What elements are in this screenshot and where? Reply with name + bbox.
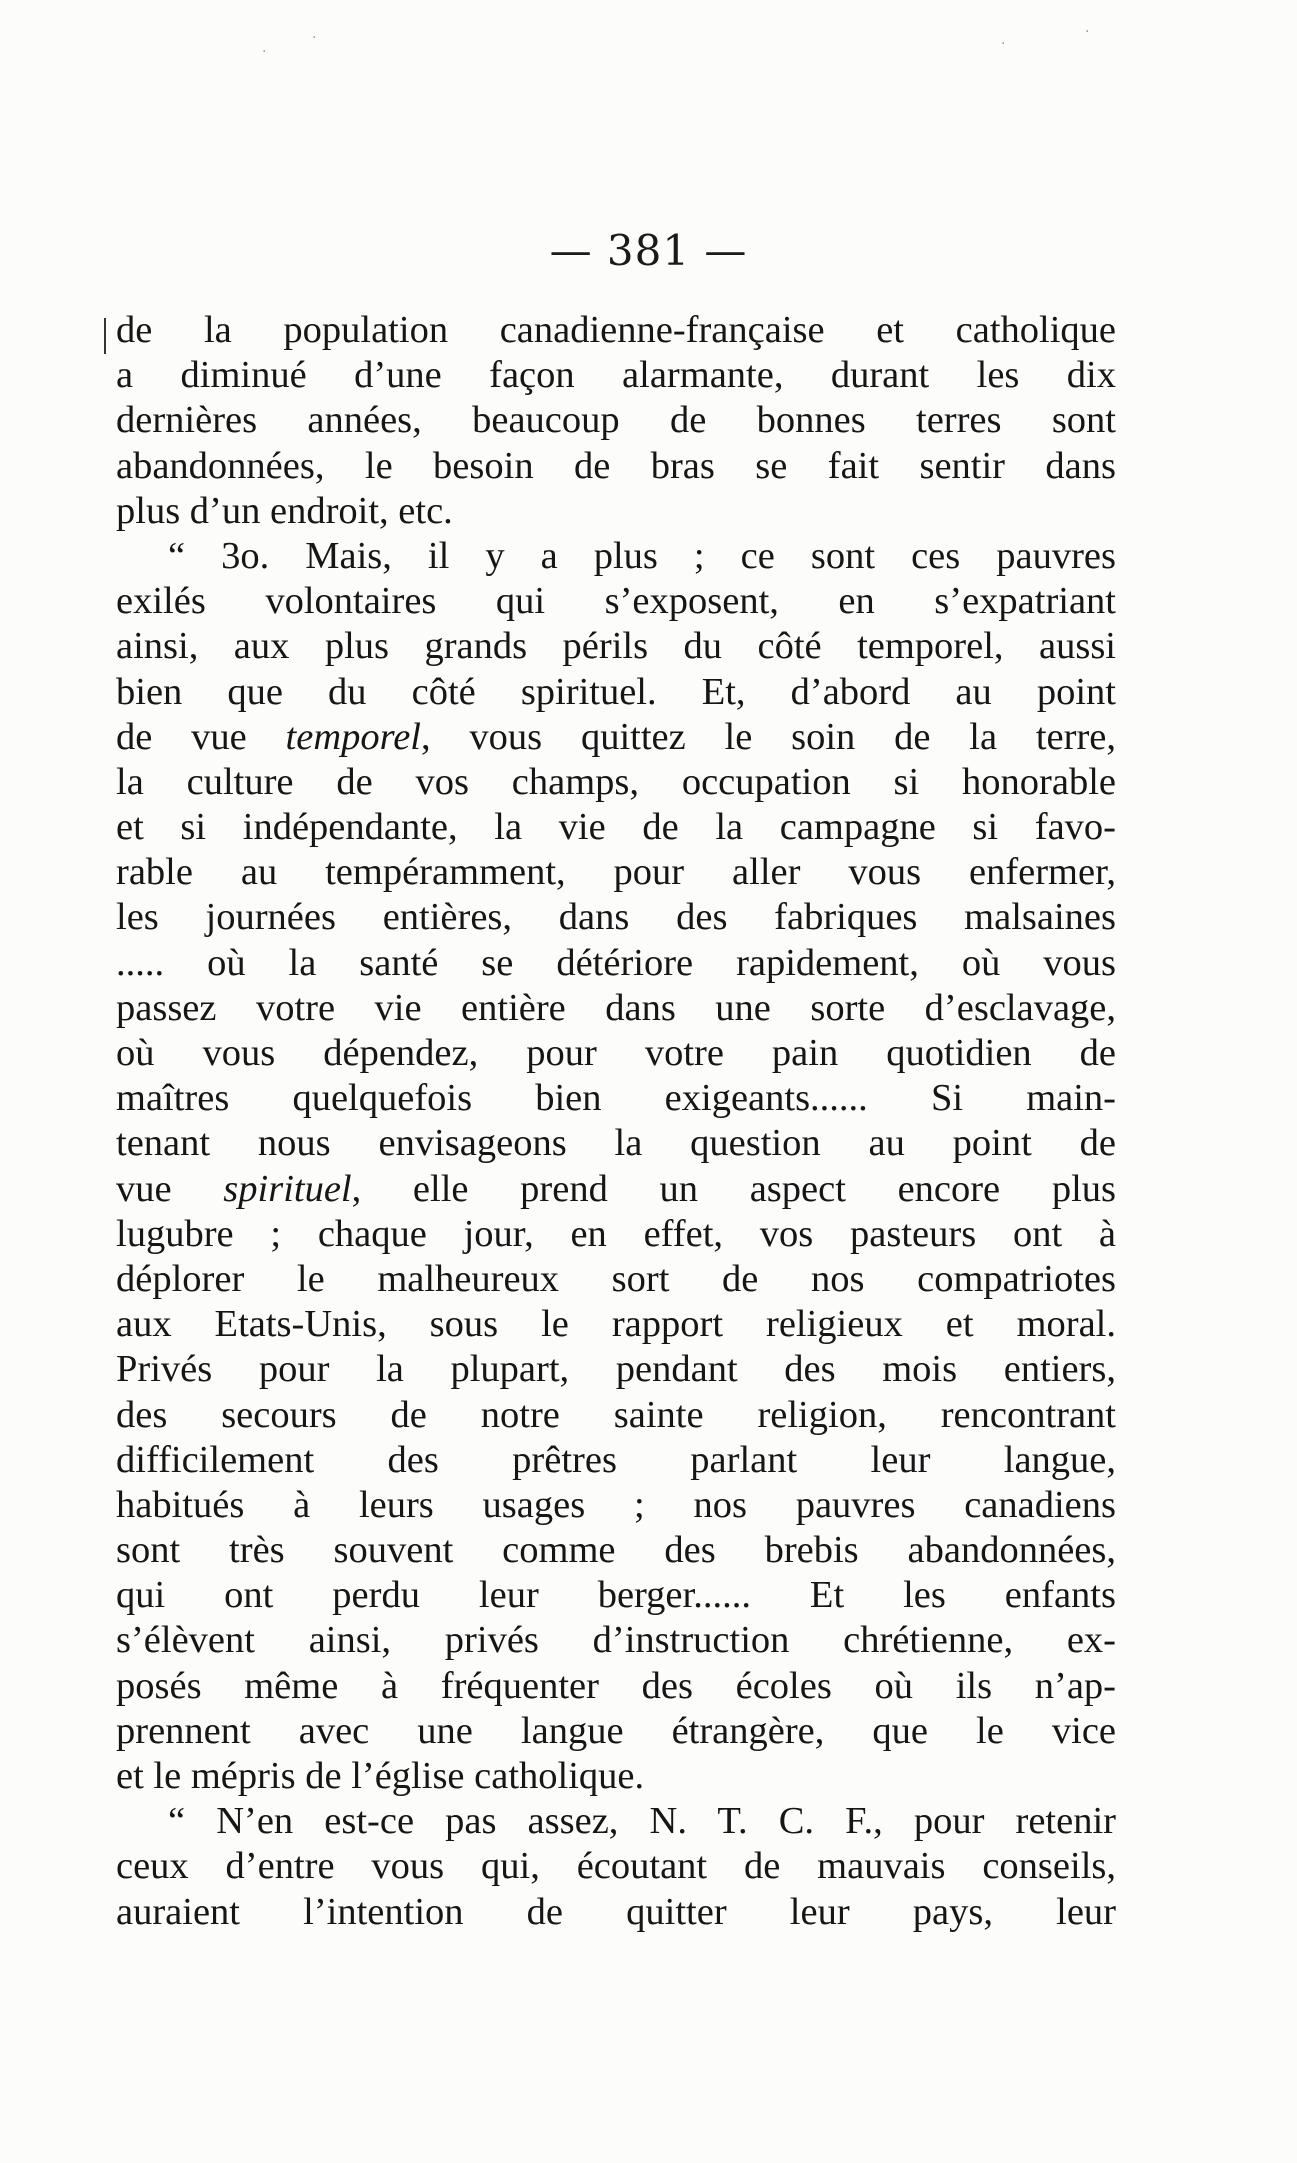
- print-speck: ·: [1001, 36, 1006, 52]
- text-line: la culture de vos champs, occupation si honorable: [116, 760, 1116, 803]
- text-line: passez votre vie entière dans une sorte d’esclavage,: [116, 986, 1116, 1029]
- text-line: difficilement des prêtres parlant leur langue,: [116, 1438, 1116, 1481]
- text-line: dernières années, beaucoup de bonnes terres sont: [116, 399, 1116, 442]
- text-line: [116, 715, 1116, 760]
- print-speck: ·: [1085, 24, 1090, 40]
- text-line: “ 3o. Mais, il y a plus ; ce sont ces pauvres: [168, 534, 1116, 577]
- text-line: déplorer le malheureux sort de nos compatriotes: [116, 1257, 1116, 1300]
- text-line: où vous dépendez, pour votre pain quotidien de: [116, 1032, 1116, 1074]
- text-line: bien que du côté spirituel. Et, d’abord au point: [116, 670, 1116, 713]
- text-line: auraient l’intention de quitter leur pays, leur: [116, 1890, 1116, 1933]
- text-line: de la population canadienne-française et catholique: [116, 309, 1116, 351]
- print-speck: ·: [262, 44, 267, 60]
- text-line-part: , elle prend un aspect encore plus: [351, 1167, 1117, 1210]
- text-line-part: , vous quittez le soin de la terre,: [420, 715, 1116, 758]
- text-line: ainsi, aux plus grands périls du côté temporel, aussi: [116, 625, 1116, 668]
- text-line: aux Etats-Unis, sous le rapport religieux et moral.: [116, 1303, 1116, 1346]
- text-line: abandonnées, le besoin de bras se fait sentir dans: [116, 444, 1116, 487]
- page-number: — 381 —: [549, 226, 748, 275]
- text-line: plus d’un endroit, etc.: [116, 489, 453, 532]
- text-line: Privés pour la plupart, pendant des mois entiers,: [116, 1348, 1116, 1391]
- text-line: s’élèvent ainsi, privés d’instruction chrétienne, ex-: [116, 1619, 1116, 1662]
- body-text: [116, 308, 1116, 1935]
- text-line: a diminué d’une façon alarmante, durant les dix: [116, 354, 1116, 397]
- emphasis-temporel: temporel: [285, 715, 421, 758]
- text-line: “ N’en est-ce pas assez, N. T. C. F., pour retenir: [168, 1800, 1116, 1843]
- text-line: exilés volontaires qui s’exposent, en s’expatriant: [116, 580, 1116, 623]
- text-line: des secours de notre sainte religion, rencontrant: [116, 1393, 1116, 1436]
- text-line: les journées entières, dans des fabriques malsaines: [116, 896, 1116, 939]
- text-line: prennent avec une langue étrangère, que le vice: [116, 1709, 1116, 1752]
- print-speck: ·: [312, 30, 317, 46]
- text-line: qui ont perdu leur berger...... Et les enfants: [116, 1574, 1116, 1617]
- text-line-part: de vue: [116, 715, 286, 758]
- text-line-part: vue: [116, 1167, 224, 1210]
- text-line: habitués à leurs usages ; nos pauvres canadiens: [116, 1483, 1116, 1526]
- text-line: rable au tempéramment, pour aller vous enfermer,: [116, 851, 1116, 894]
- text-line: lugubre ; chaque jour, en effet, vos pasteurs ont à: [116, 1212, 1116, 1255]
- emphasis-spirituel: spirituel: [223, 1167, 352, 1210]
- margin-mark: [104, 318, 106, 354]
- text-line: maîtres quelquefois bien exigeants...... Si main-: [116, 1077, 1116, 1120]
- text-line: et si indépendante, la vie de la campagne si favo-: [116, 806, 1116, 849]
- text-line: posés même à fréquenter des écoles où ils n’ap-: [116, 1664, 1116, 1707]
- text-line: ceux d’entre vous qui, écoutant de mauvais conseils,: [116, 1845, 1116, 1888]
- text-line: tenant nous envisageons la question au point de: [116, 1122, 1116, 1165]
- text-line: [116, 1167, 1116, 1212]
- text-line: ..... où la santé se détériore rapidement, où vous: [116, 941, 1116, 984]
- text-line: sont très souvent comme des brebis abandonnées,: [116, 1529, 1116, 1572]
- text-line: et le mépris de l’église catholique.: [116, 1755, 645, 1797]
